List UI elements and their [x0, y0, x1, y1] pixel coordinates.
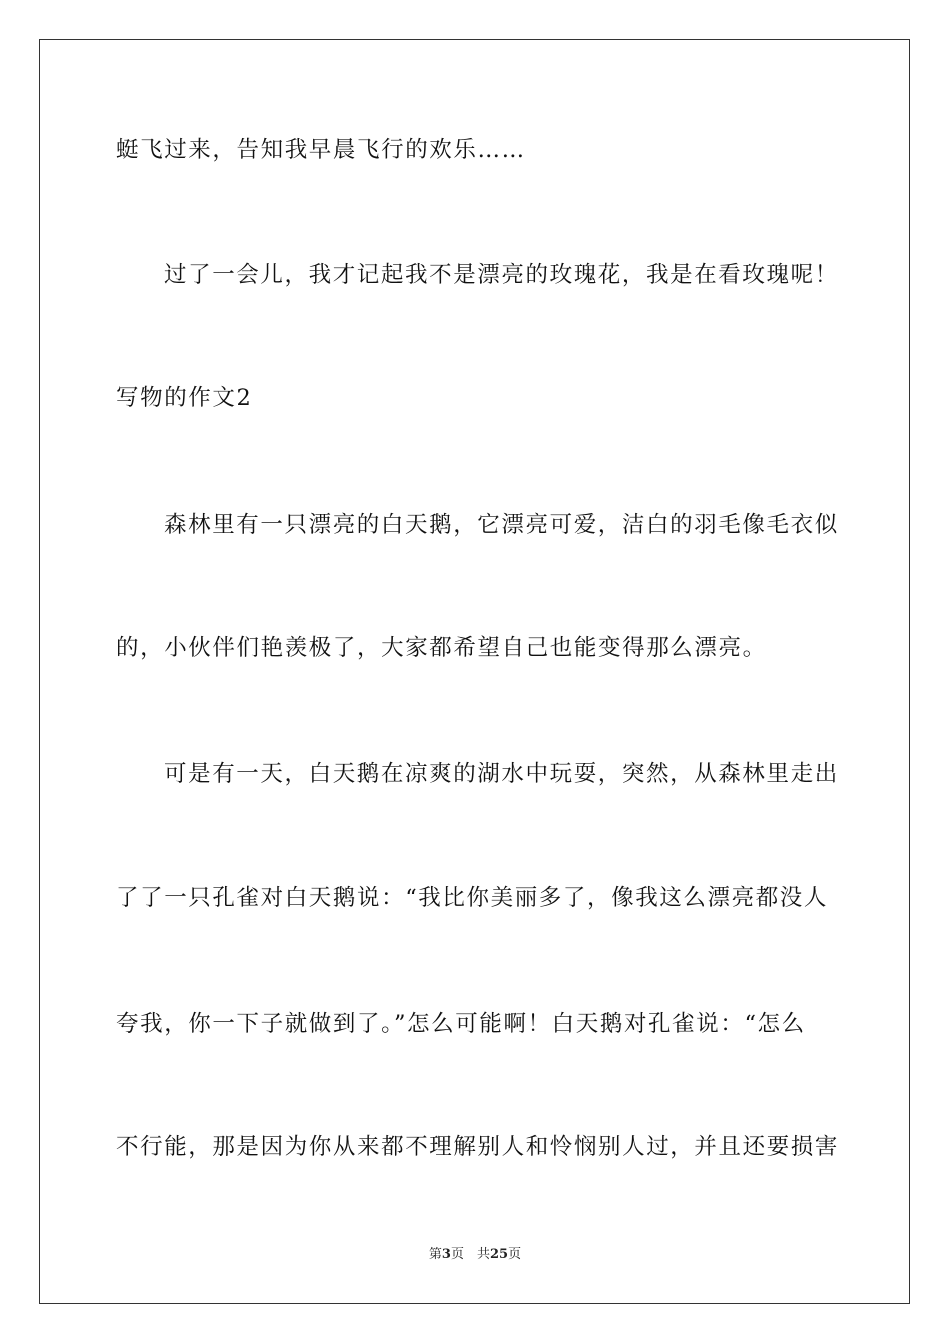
paragraph-line: 可是有一天，白天鹅在凉爽的湖水中玩耍，突然，从森林里走出 [164, 761, 839, 787]
section-heading: 写物的作文2 [116, 385, 253, 411]
footer-current-page: 3 [441, 1247, 451, 1262]
footer-total-pages: 25 [489, 1247, 509, 1262]
text-line: 不行能，那是因为你从来都不理解别人和怜悯别人过，并且还要损害 [116, 1134, 840, 1160]
text-line: 夸我，你一下子就做到了。”怎么可能啊！白天鹅对孔雀说：“怎么 [116, 1011, 806, 1037]
text-line: 了了一只孔雀对白天鹅说：“我比你美丽多了，像我这么漂亮都没人 [116, 885, 829, 911]
page-border [39, 39, 910, 1304]
footer-page-suffix: 页 [508, 1247, 522, 1262]
paragraph-line: 过了一会儿，我才记起我不是漂亮的玫瑰花，我是在看玫瑰呢！ [164, 262, 839, 288]
paragraph-line: 森林里有一只漂亮的白天鹅，它漂亮可爱，洁白的羽毛像毛衣似 [164, 512, 839, 538]
text-line: 的，小伙伴们艳羡极了，大家都希望自己也能变得那么漂亮。 [116, 635, 767, 661]
text-line: 蜓飞过来，告知我早晨飞行的欢乐…… [116, 137, 526, 163]
page-footer [0, 1246, 950, 1264]
footer-page-mid: 页 共 [450, 1247, 490, 1262]
footer-page-prefix: 第 [428, 1247, 442, 1262]
